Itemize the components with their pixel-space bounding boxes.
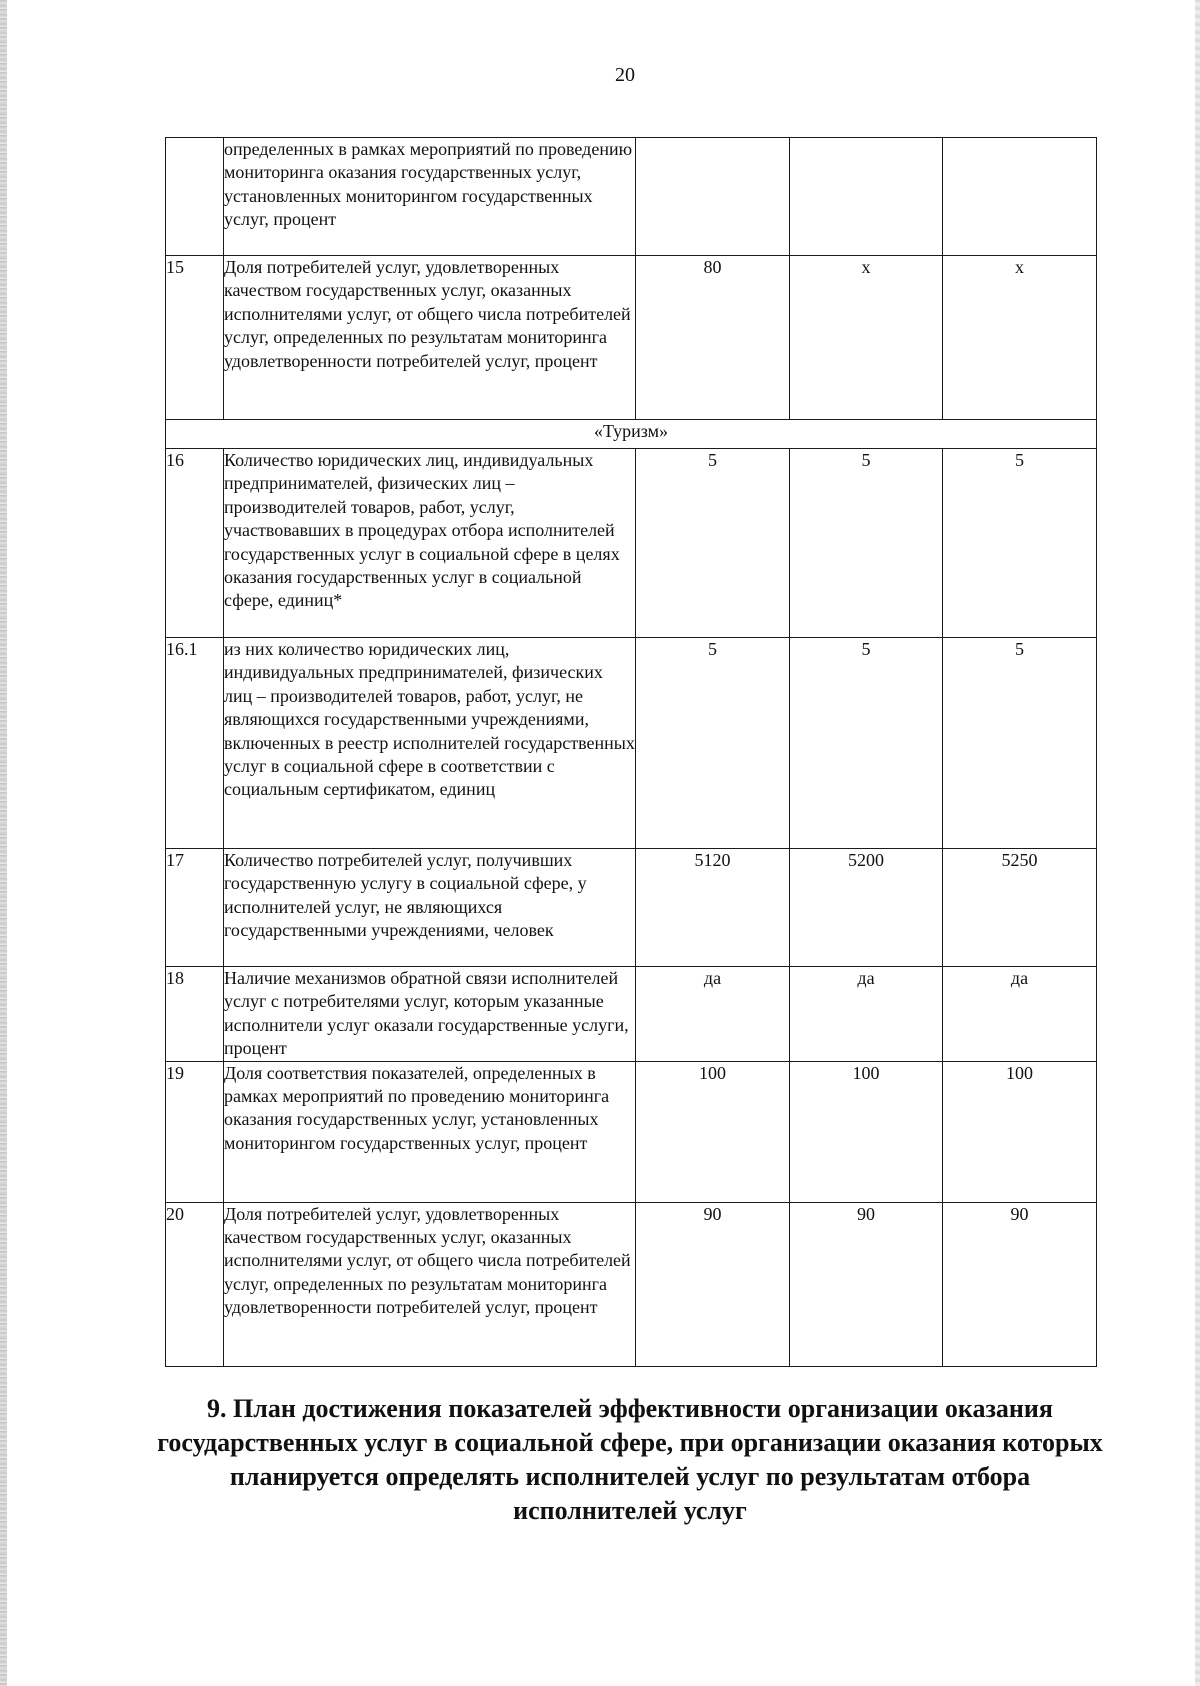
value-col-1: 80 bbox=[636, 256, 790, 420]
indicator-name: определенных в рамках мероприятий по проведению мониторинга оказания государственных услуг, установленных мониторингом государственных услуг, процент bbox=[224, 138, 636, 256]
value-col-1: 5 bbox=[636, 638, 790, 849]
page-number: 20 bbox=[615, 64, 635, 86]
indicator-name: Доля потребителей услуг, удовлетворенных качеством государственных услуг, оказанных исполнителями услуг, от общего числа потребителей услуг, определенных по результатам мониторинга удовлетворенности потребителей услуг, процент bbox=[224, 1202, 636, 1366]
value-col-3: 5250 bbox=[943, 849, 1097, 967]
value-col-2: да bbox=[790, 967, 943, 1062]
value-col-2 bbox=[790, 138, 943, 256]
value-col-2: 100 bbox=[790, 1061, 943, 1202]
value-col-3: 5 bbox=[943, 638, 1097, 849]
indicator-name: из них количество юридических лиц, индивидуальных предпринимателей, физических лиц – производителей товаров, работ, услуг, не являющихся государственными учреждениями, включенных в реестр исполнителей государственных услуг в социальной сфере в соответствии с социальным сертификатом, единиц bbox=[224, 638, 636, 849]
section-row bbox=[166, 420, 1097, 449]
row-number: 16.1 bbox=[166, 638, 224, 849]
section-title: «Туризм» bbox=[166, 420, 1097, 449]
row-number: 17 bbox=[166, 849, 224, 967]
value-col-1: да bbox=[636, 967, 790, 1062]
table-row bbox=[166, 138, 1097, 256]
value-col-3: 100 bbox=[943, 1061, 1097, 1202]
indicator-name: Наличие механизмов обратной связи исполнителей услуг с потребителями услуг, которым указанные исполнители услуг оказали государственные услуги, процент bbox=[224, 967, 636, 1062]
value-col-1: 90 bbox=[636, 1202, 790, 1366]
scan-edge-right bbox=[1195, 0, 1200, 1686]
value-col-1 bbox=[636, 138, 790, 256]
value-col-3: 90 bbox=[943, 1202, 1097, 1366]
table-row bbox=[166, 967, 1097, 1062]
indicator-name: Доля соответствия показателей, определенных в рамках мероприятий по проведению мониторинга оказания государственных услуг, установленных мониторингом государственных услуг, процент bbox=[224, 1061, 636, 1202]
value-col-2: 5 bbox=[790, 449, 943, 638]
value-col-3: да bbox=[943, 967, 1097, 1062]
indicator-name: Количество юридических лиц, индивидуальных предпринимателей, физических лиц – производителей товаров, работ, услуг, участвовавших в процедурах отбора исполнителей государственных услуг в социальной сфере в целях оказания государственных услуг в социальной сфере, единиц* bbox=[224, 449, 636, 638]
value-col-2: x bbox=[790, 256, 943, 420]
table-row bbox=[166, 638, 1097, 849]
section-heading: 9. План достижения показателей эффективности организации оказания государственных услуг в социальной сфере, при организации оказания которых планируется определять исполнителей услуг по результатам отбора исполнителей услуг bbox=[157, 1394, 1103, 1525]
table-row bbox=[166, 449, 1097, 638]
scan-edge-left bbox=[0, 0, 7, 1686]
row-number: 19 bbox=[166, 1061, 224, 1202]
table-row bbox=[166, 1061, 1097, 1202]
row-number: 20 bbox=[166, 1202, 224, 1366]
table-row bbox=[166, 1202, 1097, 1366]
indicators-table bbox=[165, 137, 1097, 1367]
value-col-1: 5120 bbox=[636, 849, 790, 967]
value-col-3: 5 bbox=[943, 449, 1097, 638]
indicator-name: Количество потребителей услуг, получивших государственную услугу в социальной сфере, у исполнителей услуг, не являющихся государственными учреждениями, человек bbox=[224, 849, 636, 967]
table-row bbox=[166, 256, 1097, 420]
value-col-1: 5 bbox=[636, 449, 790, 638]
value-col-2: 5 bbox=[790, 638, 943, 849]
value-col-1: 100 bbox=[636, 1061, 790, 1202]
row-number bbox=[166, 138, 224, 256]
table-row bbox=[166, 849, 1097, 967]
row-number: 15 bbox=[166, 256, 224, 420]
indicator-name: Доля потребителей услуг, удовлетворенных качеством государственных услуг, оказанных исполнителями услуг, от общего числа потребителей услуг, определенных по результатам мониторинга удовлетворенности потребителей услуг, процент bbox=[224, 256, 636, 420]
row-number: 16 bbox=[166, 449, 224, 638]
value-col-2: 5200 bbox=[790, 849, 943, 967]
value-col-3 bbox=[943, 138, 1097, 256]
row-number: 18 bbox=[166, 967, 224, 1062]
value-col-3: x bbox=[943, 256, 1097, 420]
value-col-2: 90 bbox=[790, 1202, 943, 1366]
